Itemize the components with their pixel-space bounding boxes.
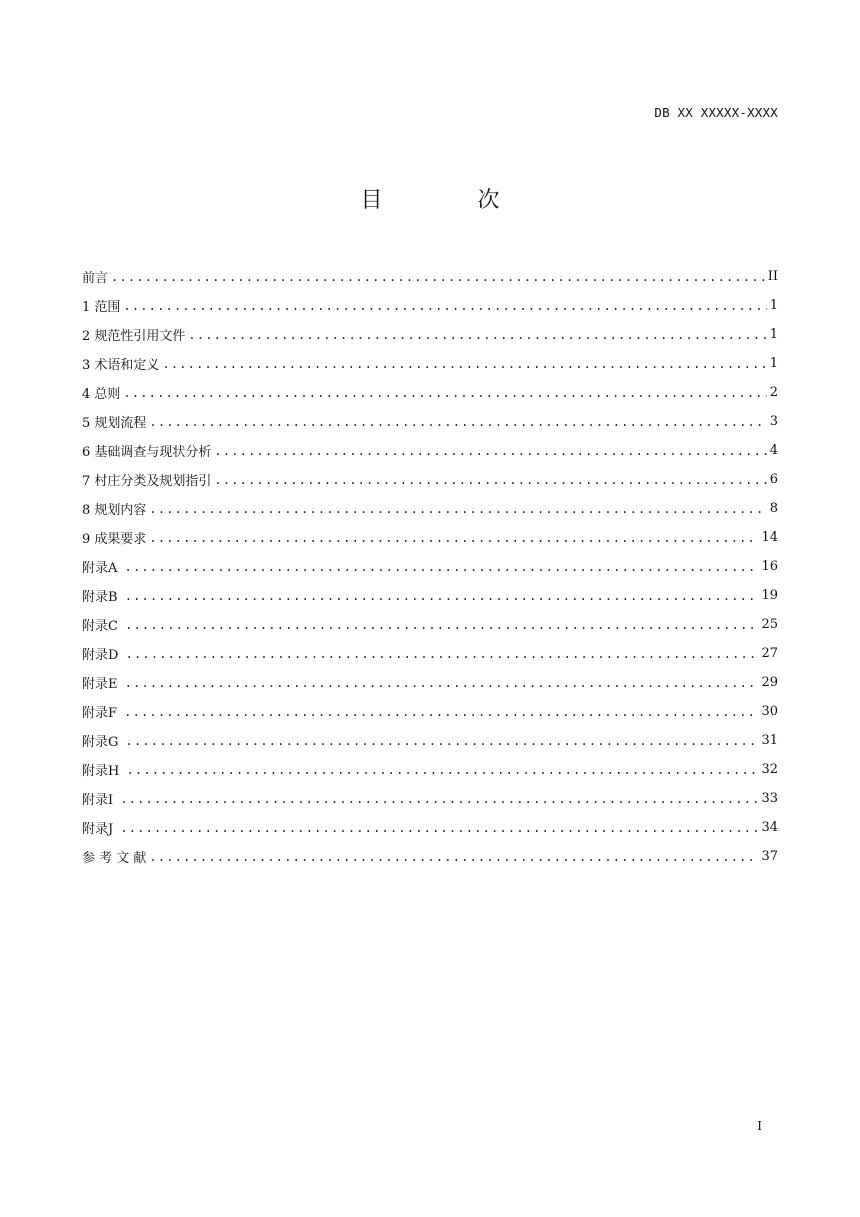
- toc-leader-dots: [149, 531, 758, 545]
- toc-entry-appendix-d[interactable]: [82, 639, 778, 668]
- toc-leader-dots: [123, 386, 766, 400]
- toc-leader-dots: [214, 473, 766, 487]
- toc-entry-page: 1: [769, 298, 778, 313]
- toc-entry-foreword[interactable]: [82, 262, 778, 291]
- toc-leader-dots: [126, 734, 759, 748]
- toc-leader-dots: [123, 299, 766, 313]
- toc-leader-dots: [111, 270, 765, 284]
- toc-entry-label: 8 规划内容: [82, 503, 147, 518]
- toc-entry-page: 3: [769, 414, 778, 429]
- toc-entry-label: 附录J: [82, 822, 118, 837]
- toc-leader-dots: [149, 415, 766, 429]
- toc-entry-appendix-e[interactable]: [82, 668, 778, 697]
- toc-entry-village-classification[interactable]: [82, 465, 778, 494]
- toc-entry-page: 2: [769, 385, 778, 400]
- toc-entry-label: 参 考 文 献: [82, 851, 147, 866]
- toc-entry-label: 附录A: [82, 561, 122, 576]
- toc-leader-dots: [149, 502, 766, 516]
- toc-entry-label: 2 规范性引用文件: [82, 329, 186, 344]
- table-of-contents: [82, 262, 778, 871]
- page-number: I: [757, 1119, 762, 1133]
- toc-entry-appendix-b[interactable]: [82, 581, 778, 610]
- toc-entry-appendix-a[interactable]: [82, 552, 778, 581]
- toc-entry-label: 附录I: [82, 793, 118, 808]
- toc-leader-dots: [126, 647, 759, 661]
- toc-leader-dots: [125, 618, 758, 632]
- toc-entry-page: 29: [761, 675, 778, 690]
- toc-entry-page: 14: [761, 530, 778, 545]
- toc-entry-appendix-g[interactable]: [82, 726, 778, 755]
- toc-entry-appendix-j[interactable]: [82, 813, 778, 842]
- toc-entry-terms-definitions[interactable]: [82, 349, 778, 378]
- toc-entry-page: 25: [761, 617, 778, 632]
- toc-entry-label: 7 村庄分类及规划指引: [82, 474, 212, 489]
- toc-entry-label: 9 成果要求: [82, 532, 147, 547]
- toc-entry-page: 16: [761, 559, 778, 574]
- toc-entry-label: 附录E: [82, 677, 122, 692]
- toc-entry-page: 34: [761, 820, 778, 835]
- toc-leader-dots: [188, 328, 766, 342]
- toc-leader-dots: [126, 763, 758, 777]
- toc-entry-label: 1 范围: [82, 300, 121, 315]
- toc-leader-dots: [120, 792, 758, 806]
- toc-title: 目 次: [360, 188, 544, 213]
- toc-entry-page: 6: [769, 472, 778, 487]
- toc-entry-page: 8: [769, 501, 778, 516]
- toc-entry-label: 5 规划流程: [82, 416, 147, 431]
- toc-entry-references[interactable]: [82, 842, 778, 871]
- toc-entry-planning-content[interactable]: [82, 494, 778, 523]
- toc-leader-dots: [125, 589, 759, 603]
- toc-entry-page: 27: [761, 646, 778, 661]
- toc-entry-label: 附录C: [82, 619, 123, 634]
- toc-entry-label: 3 术语和定义: [82, 358, 160, 373]
- toc-entry-appendix-c[interactable]: [82, 610, 778, 639]
- toc-entry-appendix-f[interactable]: [82, 697, 778, 726]
- toc-entry-normative-references[interactable]: [82, 320, 778, 349]
- toc-entry-label: 前言: [82, 271, 109, 286]
- toc-entry-label: 6 基础调查与现状分析: [82, 445, 212, 460]
- toc-leader-dots: [125, 560, 759, 574]
- toc-entry-page: 19: [761, 588, 778, 603]
- toc-leader-dots: [214, 444, 766, 458]
- toc-entry-page: 30: [761, 704, 778, 719]
- toc-leader-dots: [162, 357, 766, 371]
- toc-entry-label: 4 总则: [82, 387, 121, 402]
- toc-leader-dots: [149, 850, 758, 864]
- toc-entry-page: II: [767, 269, 778, 284]
- toc-entry-label: 附录H: [82, 764, 124, 779]
- toc-entry-page: 1: [769, 327, 778, 342]
- toc-entry-general-principles[interactable]: [82, 378, 778, 407]
- toc-entry-scope[interactable]: [82, 291, 778, 320]
- toc-leader-dots: [120, 821, 758, 835]
- document-code: DB XX XXXXX-XXXX: [654, 105, 778, 120]
- toc-entry-page: 32: [761, 762, 778, 777]
- toc-entry-page: 33: [761, 791, 778, 806]
- toc-entry-page: 1: [769, 356, 778, 371]
- toc-entry-appendix-h[interactable]: [82, 755, 778, 784]
- toc-entry-appendix-i[interactable]: [82, 784, 778, 813]
- toc-entry-label: 附录D: [82, 648, 123, 663]
- toc-leader-dots: [125, 676, 759, 690]
- toc-entry-label: 附录F: [82, 706, 122, 721]
- toc-leader-dots: [124, 705, 758, 719]
- toc-entry-deliverables[interactable]: [82, 523, 778, 552]
- toc-entry-page: 37: [761, 849, 778, 864]
- toc-entry-label: 附录B: [82, 590, 122, 605]
- toc-entry-label: 附录G: [82, 735, 123, 750]
- toc-entry-page: 4: [769, 443, 778, 458]
- toc-entry-page: 31: [761, 733, 778, 748]
- toc-entry-planning-process[interactable]: [82, 407, 778, 436]
- toc-entry-survey-analysis[interactable]: [82, 436, 778, 465]
